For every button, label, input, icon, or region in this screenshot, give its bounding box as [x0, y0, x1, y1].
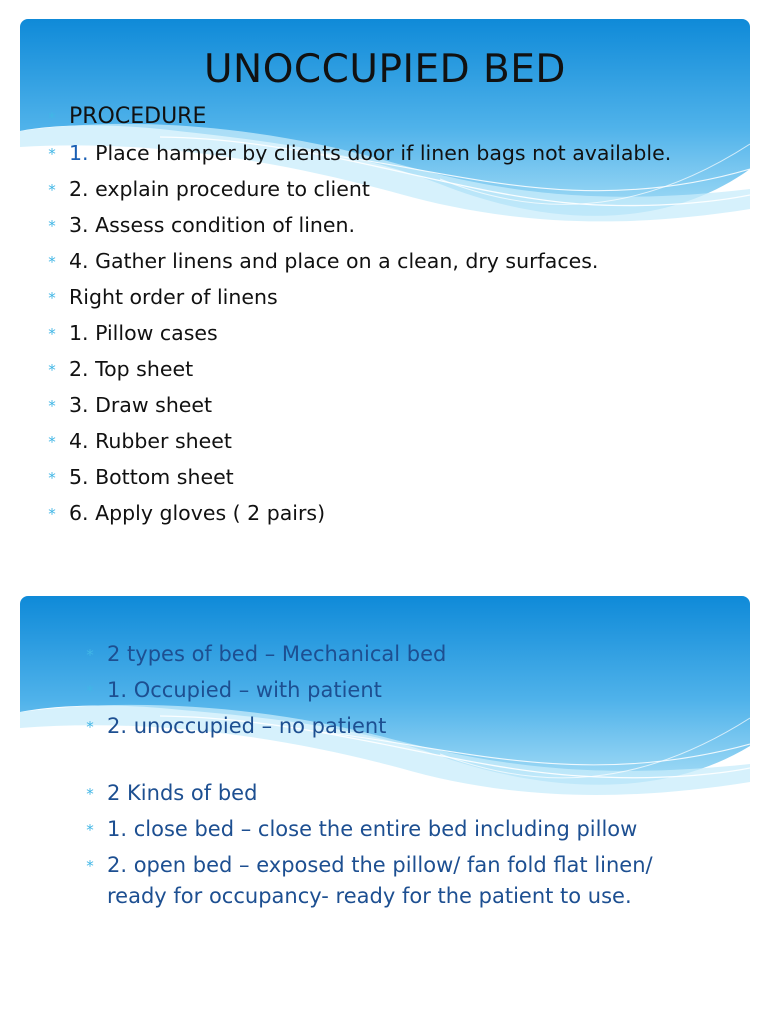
item-text: Right order of linens [69, 285, 278, 309]
item-text: 6. Apply gloves ( 2 pairs) [69, 501, 326, 525]
list-item [45, 207, 745, 243]
bullet-star-icon: * [48, 145, 56, 163]
bullet-star-icon: * [48, 109, 56, 127]
list-item [83, 675, 693, 706]
list-item [45, 171, 745, 207]
bullet-star-icon: * [48, 289, 56, 307]
slide-2 [20, 596, 750, 1006]
list-item [45, 351, 745, 387]
list-item [83, 778, 693, 809]
bullet-star-icon: * [48, 433, 56, 451]
bullet-star-icon: * [86, 857, 94, 875]
item-text: 4. Rubber sheet [69, 429, 232, 453]
bullet-star-icon: * [86, 821, 94, 839]
bed-types-list [83, 639, 693, 917]
item-number: 1. [69, 141, 89, 165]
slide-title: UNOCCUPIED BED [204, 47, 566, 92]
bullet-star-icon: * [86, 646, 94, 664]
item-text: 2 Kinds of bed [107, 781, 258, 805]
item-text: 2. unoccupied – no patient [107, 714, 387, 738]
item-text: 2. explain procedure to client [69, 177, 370, 201]
bullet-star-icon: * [86, 785, 94, 803]
bullet-star-icon: * [48, 181, 56, 199]
item-text: Place hamper by clients door if linen bags not available. [88, 141, 672, 165]
list-item [45, 135, 745, 171]
bullet-star-icon: * [48, 325, 56, 343]
bullet-star-icon: * [86, 682, 94, 700]
item-text: 1. Occupied – with patient [107, 678, 382, 702]
list-item [83, 850, 693, 912]
procedure-heading: PROCEDURE [69, 104, 207, 129]
list-item [83, 711, 693, 742]
procedure-list [45, 99, 745, 531]
item-text: 2. Top sheet [69, 357, 194, 381]
item-text: 2. open bed – exposed the pillow/ fan fold flat linen/ ready for occupancy- ready for the patient to use. [107, 853, 653, 908]
list-item [45, 495, 745, 531]
bullet-star-icon: * [48, 361, 56, 379]
slide-2-content [20, 596, 750, 1006]
list-item [83, 639, 693, 670]
item-text: 3. Assess condition of linen. [69, 213, 356, 237]
list-item [45, 315, 745, 351]
list-item [45, 423, 745, 459]
item-text: 5. Bottom sheet [69, 465, 234, 489]
item-text: 1. close bed – close the entire bed including pillow [107, 817, 638, 841]
bullet-star-icon: * [86, 718, 94, 736]
list-item [45, 387, 745, 423]
slide-1-content [20, 19, 750, 544]
list-item [83, 814, 693, 845]
bullet-star-icon: * [48, 217, 56, 235]
bullet-star-icon: * [48, 397, 56, 415]
item-text: 2 types of bed – Mechanical bed [107, 642, 447, 666]
item-text: 4. Gather linens and place on a clean, dry surfaces. [69, 249, 599, 273]
list-item [45, 279, 745, 315]
item-text: 3. Draw sheet [69, 393, 213, 417]
bullet-star-icon: * [48, 469, 56, 487]
bullet-star-icon: * [48, 253, 56, 271]
item-text: 1. Pillow cases [69, 321, 218, 345]
list-item [45, 243, 745, 279]
list-item-heading [45, 99, 745, 135]
slide-1 [20, 19, 750, 544]
list-item [45, 459, 745, 495]
bullet-star-icon: * [48, 505, 56, 523]
